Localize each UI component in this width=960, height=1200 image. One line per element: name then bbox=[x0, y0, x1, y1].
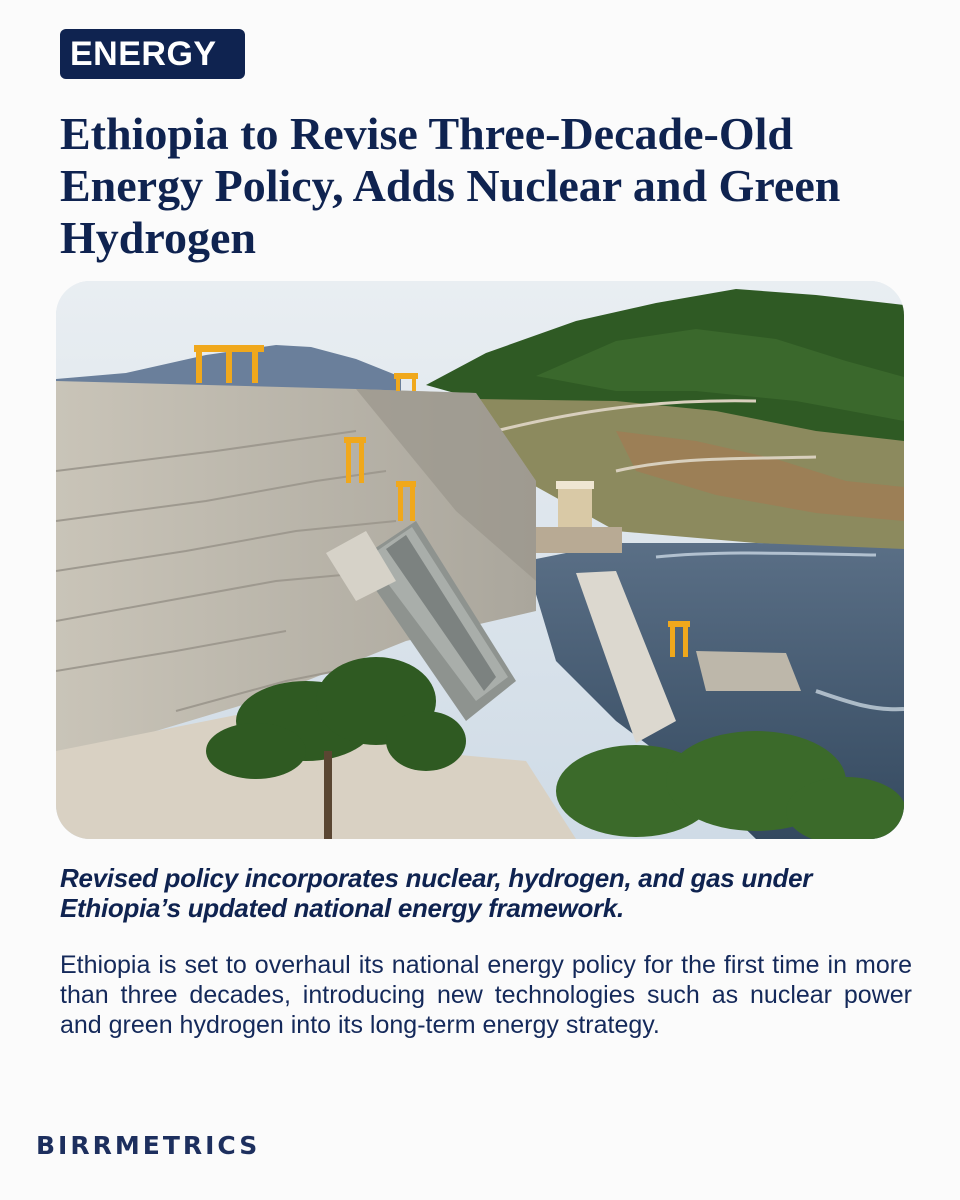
building-roof bbox=[556, 481, 594, 489]
spillway-pier bbox=[696, 651, 801, 691]
brand-logo: BIRRMETRICS bbox=[36, 1131, 261, 1160]
embankment bbox=[526, 527, 622, 553]
category-badge[interactable]: ENERGY bbox=[60, 29, 245, 79]
article-photo bbox=[56, 281, 904, 839]
article-headline: Ethiopia to Revise Three-Decade-Old Energy Policy, Adds Nuclear and Green Hydrogen bbox=[60, 108, 841, 263]
building bbox=[558, 485, 592, 529]
article-subheadline: Revised policy incorporates nuclear, hydrogen, and gas under Ethiopia’s updated national energy framework. bbox=[60, 863, 813, 923]
article-body: Ethiopia is set to overhaul its national energy policy for the first time in more than three decades, introducing new technologies such as nuclear power and green hydrogen into its long-term energy strategy. bbox=[60, 951, 912, 1039]
dam-illustration bbox=[56, 281, 904, 839]
